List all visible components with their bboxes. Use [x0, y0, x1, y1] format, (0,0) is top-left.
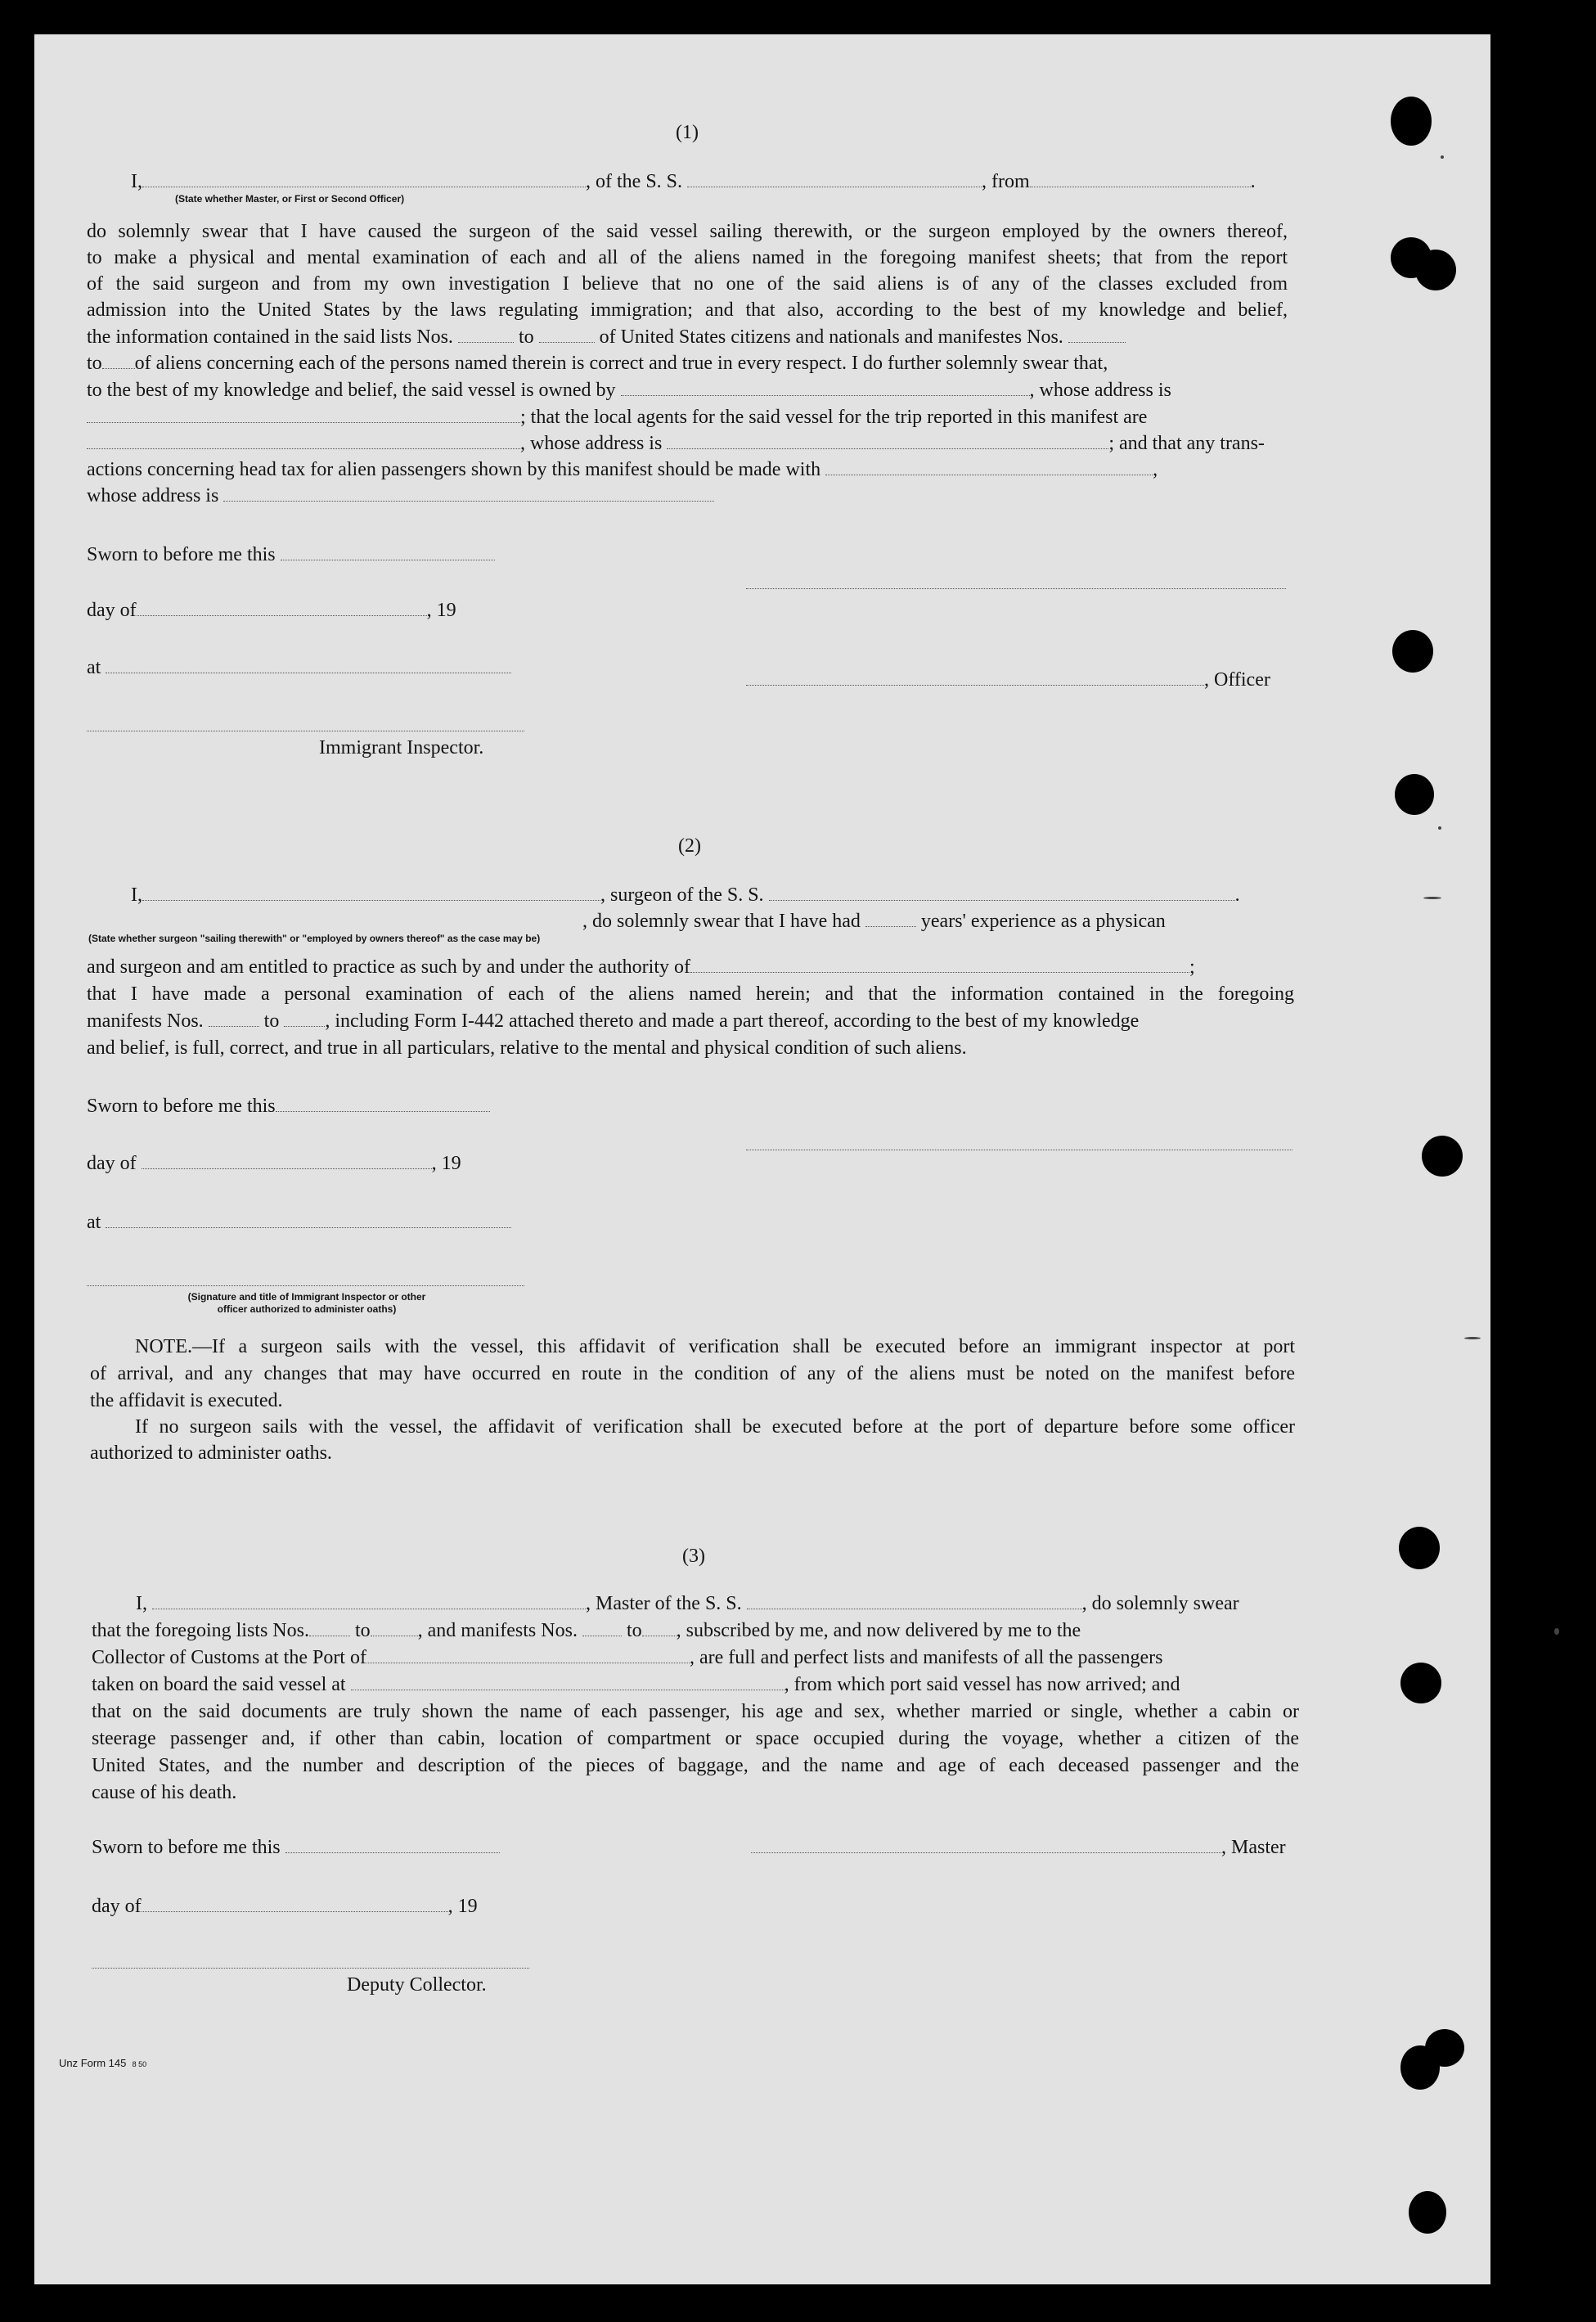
signature-line[interactable]: [746, 587, 1286, 589]
at-line: [87, 655, 511, 682]
section3-line-4: [92, 1672, 1180, 1699]
section1-line-9: [87, 404, 1147, 431]
section3-line-5: that on the said documents are truly shown the name of each passenger, his age and sex, whether married or single, whether a cabin or: [92, 1701, 1299, 1722]
text: , surgeon of the S. S.: [600, 884, 764, 906]
period: .: [1234, 884, 1240, 906]
section3-line-8: cause of his death.: [92, 1782, 237, 1803]
section1-line-10: [87, 430, 1265, 457]
text: ,: [1153, 459, 1158, 480]
lead-in: I,: [136, 1593, 147, 1614]
signature-note: [123, 1291, 491, 1316]
punch-hole: [1392, 630, 1433, 673]
text: , do solemnly swear: [1081, 1593, 1239, 1614]
text: , including Form I-442 attached thereto and made a part thereof, according to the best of my knowledge: [325, 1010, 1140, 1032]
manifests-from-field[interactable]: [209, 1010, 259, 1027]
sworn-line: [87, 542, 495, 569]
place-field[interactable]: [106, 656, 511, 673]
deputy-label: Deputy Collector.: [347, 1974, 487, 1996]
day-of-label: day of: [87, 600, 137, 621]
punch-hole: [1400, 2045, 1440, 2090]
text: manifests Nos.: [87, 1010, 204, 1032]
sworn-day-field[interactable]: [276, 1095, 490, 1112]
text: , are full and perfect lists and manifests of all the passengers: [689, 1647, 1163, 1668]
manifests-to-field[interactable]: [642, 1619, 677, 1636]
punch-hole: [1395, 774, 1434, 815]
form-date: 8 50: [132, 2060, 147, 2068]
officer-title-field[interactable]: [142, 170, 586, 187]
ink-speck: [1464, 1337, 1481, 1339]
note-line: of arrival, and any changes that may have occurred en route in the condition of any of the aliens must be noted on the manifest before: [90, 1363, 1295, 1384]
section-number: (3): [682, 1546, 705, 1567]
text: that the foregoing lists Nos.: [92, 1620, 309, 1641]
punch-hole: [1422, 1136, 1463, 1177]
alien-manifests-from-field[interactable]: [1068, 326, 1126, 343]
text: to: [626, 1620, 642, 1641]
section2-line-4: that I have made a personal examination of each of the aliens named herein; and that the information contained in the foregoing: [87, 983, 1294, 1005]
officer-signature-field[interactable]: [746, 668, 1204, 686]
text: to: [354, 1620, 371, 1641]
signature-note-line: (Signature and title of Immigrant Inspector or other: [187, 1291, 426, 1303]
section1-line-3: to make a physical and mental examination of each and all of the aliens named in the foregoing manifest sheets; that from the report: [87, 247, 1288, 268]
departure-port-field[interactable]: [1030, 170, 1251, 187]
month-field[interactable]: [142, 1152, 432, 1169]
form-number: Unz Form 145: [59, 2057, 127, 2069]
manifests-label: of United States citizens and nationals and manifestes Nos.: [599, 326, 1063, 348]
day-line: [87, 1150, 461, 1177]
text: , subscribed by me, and now delivered by me to the: [676, 1620, 1081, 1641]
sworn-day-field[interactable]: [281, 543, 495, 560]
inspector-signature-line[interactable]: [87, 1285, 524, 1286]
section2-line-2: [582, 908, 1166, 935]
signature-note-line: officer authorized to administer oaths): [217, 1303, 397, 1315]
signature-line[interactable]: [746, 1149, 1293, 1150]
boarding-port-field[interactable]: [351, 1673, 785, 1690]
note-line: the affidavit is executed.: [90, 1390, 283, 1411]
ink-speck: [1554, 1628, 1559, 1635]
period: .: [1250, 171, 1256, 192]
text: taken on board the said vessel at: [92, 1674, 346, 1695]
punch-hole: [1399, 1527, 1440, 1569]
lead-in: I,: [131, 884, 142, 906]
sworn-label: Sworn to before me this: [92, 1837, 281, 1858]
section1-line-5: admission into the United States by the laws regulating immigration; and that also, according to the best of my knowledge and belief,: [87, 299, 1288, 321]
section-number: (1): [676, 122, 699, 143]
month-field[interactable]: [142, 1895, 448, 1912]
master-name-field[interactable]: [152, 1592, 586, 1609]
manifests-to-field[interactable]: [284, 1010, 325, 1027]
text: to: [263, 1010, 280, 1032]
master-signature-field[interactable]: [751, 1836, 1221, 1853]
text: to the best of my knowledge and belief, the said vessel is owned by: [87, 380, 616, 401]
officer-label: , Officer: [1204, 669, 1270, 691]
vessel-name-field[interactable]: [687, 170, 982, 187]
year-label: , 19: [426, 600, 456, 621]
master-label: , Master: [1221, 1837, 1286, 1858]
vessel-name-field[interactable]: [769, 884, 1235, 901]
sworn-line: [92, 1834, 500, 1861]
section3-line-3: [92, 1645, 1162, 1672]
text: years' experience as a physican: [920, 911, 1166, 932]
at-line: [87, 1209, 511, 1236]
sworn-line: [87, 1093, 490, 1120]
text: , do solemnly swear that I have had: [582, 911, 861, 932]
section2-line-5: [87, 1008, 1139, 1035]
to-label: to: [87, 353, 102, 374]
section1-line-1: [131, 169, 1256, 196]
section-number: (2): [678, 835, 701, 857]
section1-line-8: [87, 377, 1171, 404]
ink-speck: [1441, 155, 1444, 159]
ink-speck: [1438, 826, 1441, 830]
section3-line-1: [136, 1591, 1239, 1618]
punch-hole: [1415, 250, 1456, 290]
surgeon-name-field[interactable]: [142, 884, 600, 901]
section1-line-6: [87, 324, 1126, 351]
place-field[interactable]: [106, 1211, 511, 1228]
section3-line-7: United States, and the number and description of the pieces of baggage, and the name and age of each deceased passenger and the: [92, 1755, 1299, 1776]
text: , whose address is: [1029, 380, 1171, 401]
text: , whose address is: [520, 433, 663, 454]
punch-hole: [1391, 97, 1432, 146]
year-label: , 19: [447, 1896, 478, 1917]
head-tax-address-field[interactable]: [223, 484, 714, 502]
text: of aliens concerning each of the persons named therein is correct and true in every respect. I do further solemnly swear that,: [134, 353, 1108, 374]
inspector-signature-line[interactable]: [87, 730, 524, 731]
day-line: [92, 1893, 478, 1920]
section2-line-3: [87, 954, 1195, 981]
sworn-label: Sworn to before me this: [87, 1096, 276, 1117]
sworn-day-field[interactable]: [285, 1836, 500, 1853]
text: , Master of the S. S.: [586, 1593, 742, 1614]
state-note: (State whether Master, or First or Second Officer): [175, 193, 405, 205]
form-id: [59, 2057, 146, 2071]
lists-to-field[interactable]: [371, 1619, 418, 1636]
section2-line-6: and belief, is full, correct, and true in all particulars, relative to the mental and physical condition of such aliens.: [87, 1037, 967, 1059]
head-tax-contact-field[interactable]: [825, 458, 1153, 475]
at-label: at: [87, 657, 101, 678]
section1-line-7: [87, 350, 1108, 377]
section3-line-2: [92, 1618, 1081, 1645]
vessel-name-field[interactable]: [747, 1592, 1082, 1609]
day-line: [87, 597, 456, 624]
text: , and manifests Nos.: [417, 1620, 578, 1641]
text: actions concerning head tax for alien passengers shown by this manifest should be made with: [87, 459, 821, 480]
citizen-lists-from-field[interactable]: [458, 326, 514, 343]
note-line: authorized to administer oaths.: [90, 1442, 332, 1464]
text: ; and that any trans-: [1108, 433, 1265, 454]
from-label: , from: [982, 171, 1030, 192]
lead-in: I,: [131, 171, 142, 192]
master-signature-line: [751, 1834, 1286, 1861]
section1-line-2: do solemnly swear that I have caused the surgeon of the said vessel sailing therewith, or the surgeon employed by the owners thereof,: [87, 221, 1288, 242]
month-field[interactable]: [137, 599, 427, 616]
section1-line-11: [87, 457, 1158, 484]
lists-label: the information contained in the said lists Nos.: [87, 326, 453, 348]
inspector-label: Immigrant Inspector.: [319, 737, 484, 758]
state-note: (State whether surgeon "sailing therewith" or "employed by owners thereof" as the case may be): [88, 933, 541, 944]
vessel-owner-field[interactable]: [621, 379, 1030, 396]
owner-address-field[interactable]: [87, 406, 520, 423]
text: ; that the local agents for the said vessel for the trip reported in this manifest are: [520, 407, 1148, 428]
of-the-ss-label: , of the S. S.: [586, 171, 683, 192]
day-of-label: day of: [87, 1153, 137, 1174]
text: and surgeon and am entitled to practice as such by and under the authority of: [87, 956, 690, 978]
at-label: at: [87, 1212, 101, 1233]
ink-speck: [1423, 897, 1441, 899]
section3-line-6: steerage passenger and, if other than cabin, location of compartment or space occupied during the voyage, whether a citizen of the: [92, 1728, 1299, 1749]
citizen-lists-to-field[interactable]: [539, 326, 595, 343]
deputy-signature-line[interactable]: [92, 1967, 529, 1969]
agents-address-field[interactable]: [667, 432, 1108, 449]
local-agents-field[interactable]: [87, 432, 520, 449]
text: ;: [1189, 956, 1195, 978]
officer-line: [746, 667, 1270, 694]
punch-hole: [1409, 2191, 1446, 2234]
day-of-label: day of: [92, 1896, 142, 1917]
year-label: , 19: [431, 1153, 461, 1174]
authority-field[interactable]: [690, 956, 1189, 973]
note-line: If no surgeon sails with the vessel, the affidavit of verification shall be executed before at the port of departure before some officer: [135, 1416, 1295, 1438]
manifests-from-field[interactable]: [582, 1619, 622, 1636]
section2-line-1: [131, 882, 1240, 909]
sworn-label: Sworn to before me this: [87, 544, 276, 565]
text: whose address is: [87, 485, 219, 506]
note-line: NOTE.—If a surgeon sails with the vessel, this affidavit of verification shall be executed before an immigrant inspector at port: [135, 1336, 1295, 1357]
section1-line-4: of the said surgeon and from my own investigation I believe that no one of the said aliens is of any of the classes excluded from: [87, 273, 1288, 295]
alien-manifests-to-field[interactable]: [102, 352, 135, 369]
years-experience-field[interactable]: [865, 910, 916, 927]
port-field[interactable]: [366, 1646, 690, 1663]
lists-from-field[interactable]: [309, 1619, 350, 1636]
text: Collector of Customs at the Port of: [92, 1647, 366, 1668]
punch-hole: [1400, 1663, 1441, 1703]
text: , from which port said vessel has now arrived; and: [784, 1674, 1180, 1695]
section1-line-12: [87, 483, 714, 510]
to-label: to: [518, 326, 534, 348]
